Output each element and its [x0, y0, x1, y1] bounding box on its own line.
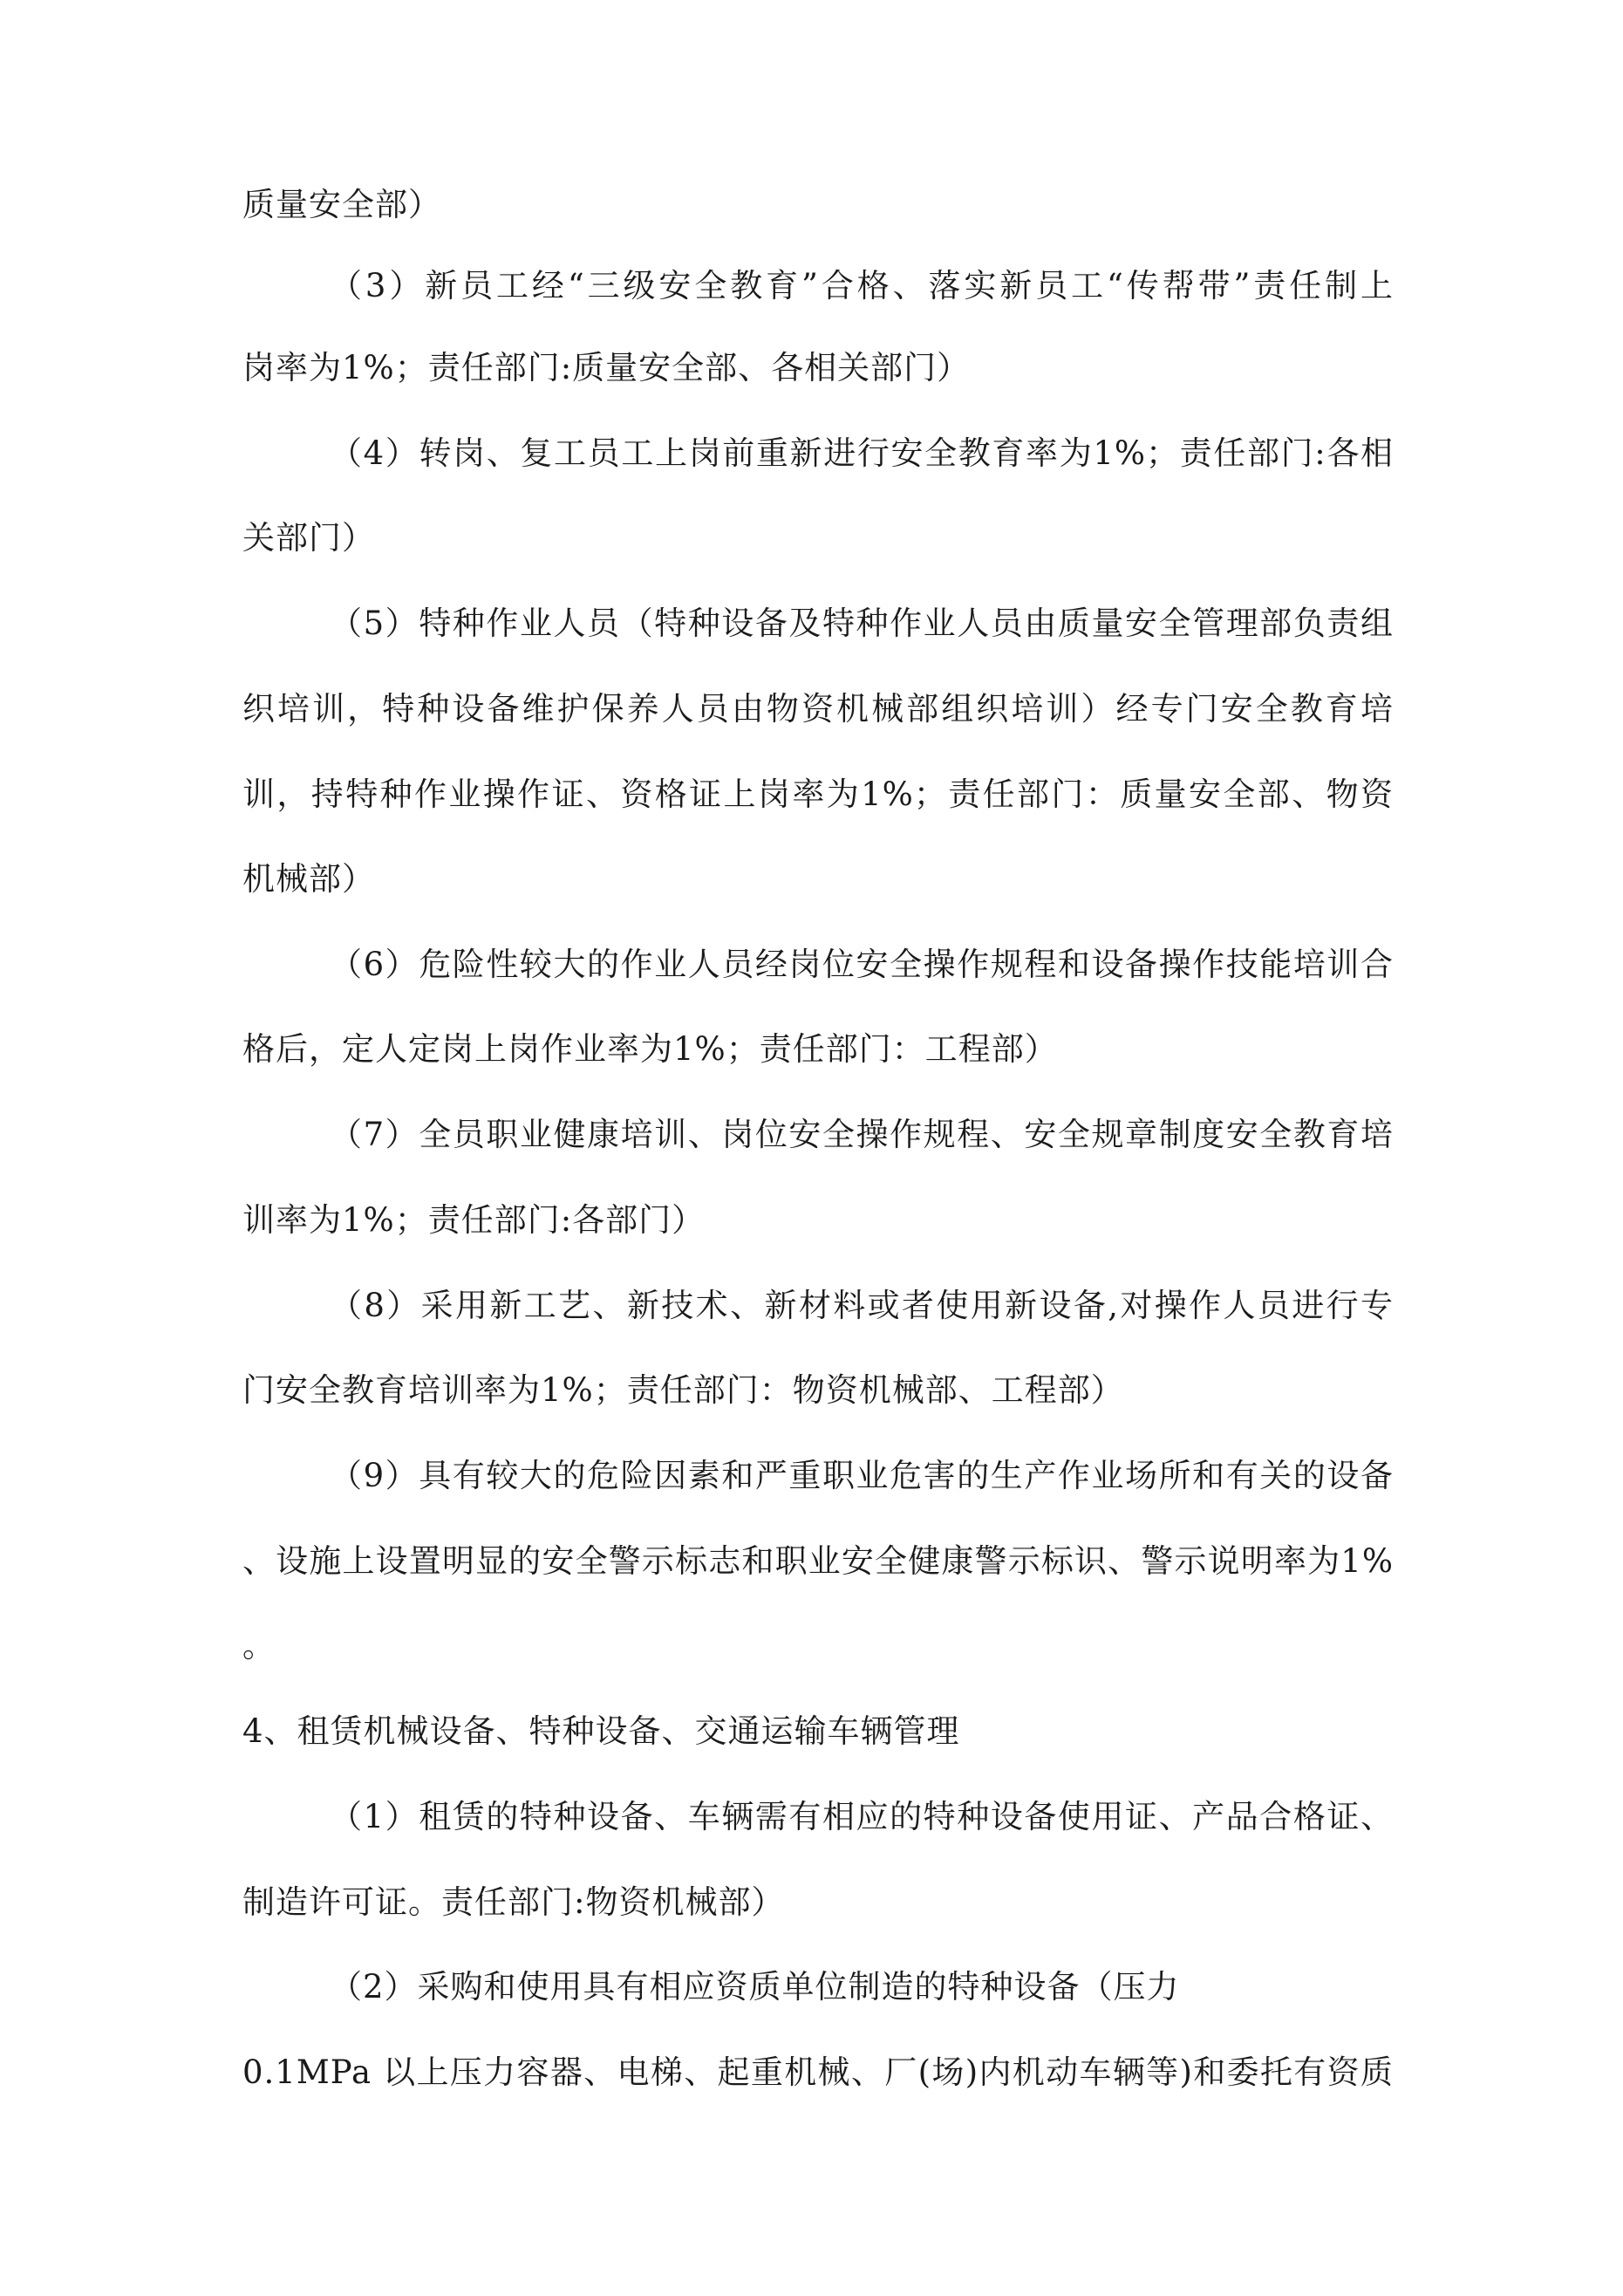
text-line-2: （3）新员工经“三级安全教育”合格、落实新员工“传帮带”责任制上: [330, 267, 1394, 304]
text-line-21: （2）采购和使用具有相应资质单位制造的特种设备（压力: [330, 1968, 1180, 2006]
text-line-20: 制造许可证。责任部门:物资机械部）: [242, 1883, 785, 1921]
text-line-6: （5）特种作业人员（特种设备及特种作业人员由质量安全管理部负责组: [330, 605, 1394, 642]
text-line-4: （4）转岗、复工员工上岗前重新进行安全教育率为1%；责任部门:各相: [330, 434, 1394, 472]
text-line-1: 质量安全部）: [242, 186, 441, 223]
text-line-3: 岗率为1%；责任部门:质量安全部、各相关部门）: [242, 349, 971, 386]
text-line-11: 格后，定人定岗上岗作业率为1%；责任部门：工程部）: [242, 1030, 1058, 1068]
text-line-17: 、设施上设置明显的安全警示标志和职业安全健康警示标识、警示说明率为1%: [242, 1542, 1394, 1580]
section-heading: 4、租赁机械设备、特种设备、交通运输车辆管理: [242, 1712, 960, 1750]
text-line-22: 0.1MPa 以上压力容器、电梯、起重机械、厂(场)内机动车辆等)和委托有资质: [242, 2053, 1394, 2091]
text-line-18: 。: [242, 1627, 276, 1664]
text-line-13: 训率为1%；责任部门:各部门）: [242, 1201, 706, 1239]
text-line-12: （7）全员职业健康培训、岗位安全操作规程、安全规章制度安全教育培: [330, 1116, 1394, 1153]
text-line-14: （8）采用新工艺、新技术、新材料或者使用新设备,对操作人员进行专: [330, 1287, 1394, 1324]
text-line-8: 训，持特种作业操作证、资格证上岗率为1%；责任部门：质量安全部、物资: [242, 776, 1394, 813]
text-line-5: 关部门）: [242, 519, 375, 557]
text-line-16: （9）具有较大的危险因素和严重职业危害的生产作业场所和有关的设备: [330, 1457, 1394, 1494]
text-line-19: （1）租赁的特种设备、车辆需有相应的特种设备使用证、产品合格证、: [330, 1798, 1394, 1835]
text-line-10: （6）危险性较大的作业人员经岗位安全操作规程和设备操作技能培训合: [330, 946, 1394, 983]
text-line-7: 织培训，特种设备维护保养人员由物资机械部组织培训）经专门安全教育培: [242, 690, 1394, 728]
text-line-15: 门安全教育培训率为1%；责任部门：物资机械部、工程部）: [242, 1371, 1124, 1409]
text-line-9: 机械部）: [242, 860, 375, 898]
